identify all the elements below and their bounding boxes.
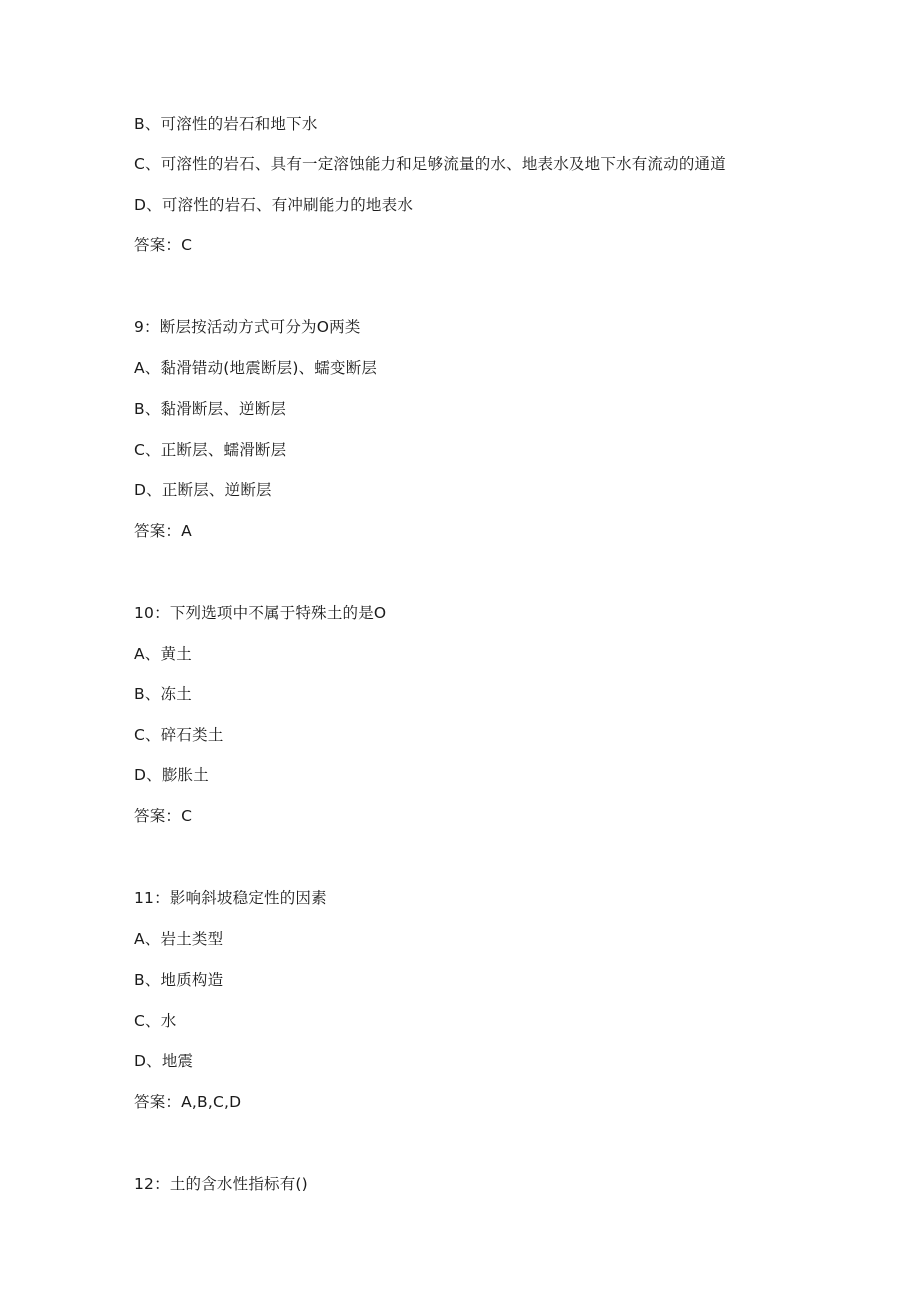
q11-answer: 答案：A,B,C,D (134, 1093, 242, 1111)
q10-answer: 答案：C (134, 807, 193, 825)
q10-question: 10：下列选项中不属于特殊土的是O (134, 604, 387, 622)
q10-option-a: A、黄土 (134, 645, 192, 663)
q10-option-c: C、碎石类土 (134, 726, 224, 744)
q9-option-c: C、正断层、蠕滑断层 (134, 441, 287, 459)
q8-option-b: B、可溶性的岩石和地下水 (134, 115, 318, 133)
q9-option-b: B、黏滑断层、逆断层 (134, 400, 287, 418)
q9-answer: 答案：A (134, 522, 192, 540)
q9-option-d: D、正断层、逆断层 (134, 481, 272, 499)
q11-option-b: B、地质构造 (134, 971, 224, 989)
q12-question: 12：土的含水性指标有() (134, 1175, 308, 1193)
q11-question: 11：影响斜坡稳定性的因素 (134, 889, 327, 907)
q8-option-d: D、可溶性的岩石、有冲刷能力的地表水 (134, 196, 414, 214)
q9-option-a: A、黏滑错动(地震断层)、蠕变断层 (134, 359, 378, 377)
q10-option-d: D、膨胀土 (134, 766, 209, 784)
q11-option-c: C、水 (134, 1012, 177, 1030)
q10-option-b: B、冻土 (134, 685, 192, 703)
q8-answer: 答案：C (134, 236, 193, 254)
q11-option-a: A、岩土类型 (134, 930, 224, 948)
q11-option-d: D、地震 (134, 1052, 194, 1070)
q9-question: 9：断层按活动方式可分为O两类 (134, 318, 361, 336)
q8-option-c: C、可溶性的岩石、具有一定溶蚀能力和足够流量的水、地表水及地下水有流动的通道 (134, 155, 726, 173)
